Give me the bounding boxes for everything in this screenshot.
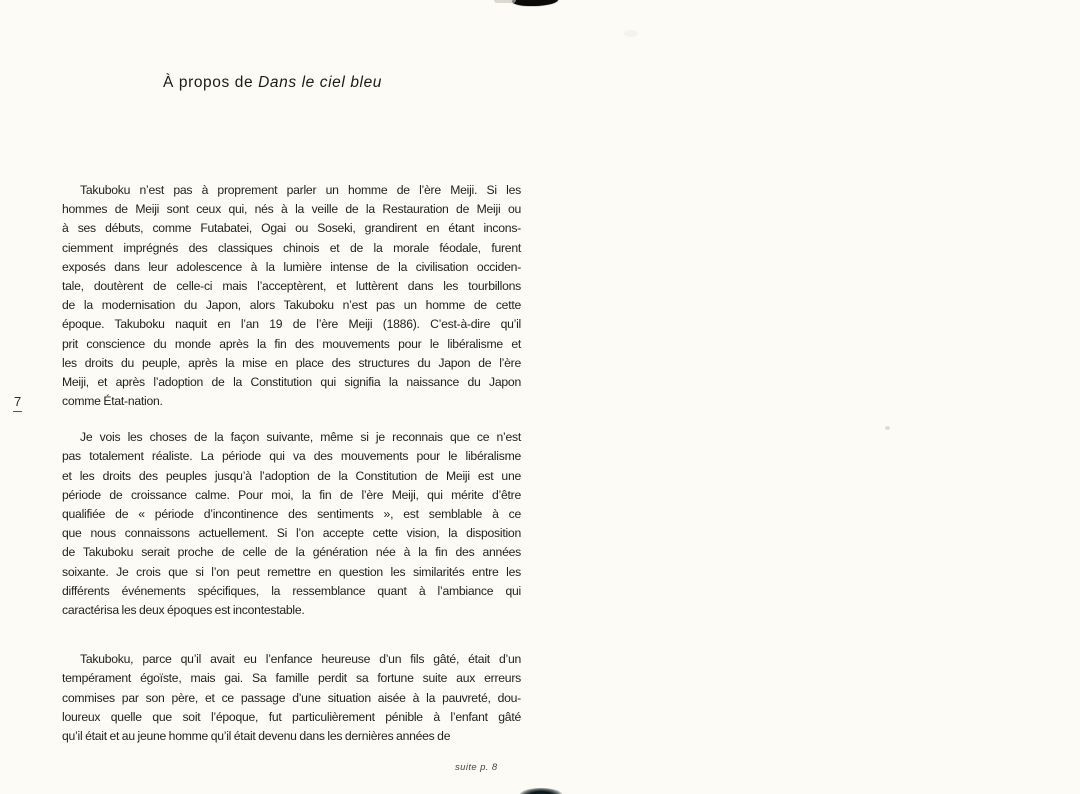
text-line: tale, doutèrent de celle-ci mais l’acceptèrent, et luttèrent dans les tourbillons xyxy=(62,278,521,293)
paragraph xyxy=(62,650,521,746)
text-line: pas totalement réaliste. La période qui va des mouvements pour le libéralisme xyxy=(62,449,521,464)
text-line: Je vois les choses de la façon suivante, même si je reconnais que ce n’est xyxy=(80,430,521,445)
scan-speck xyxy=(885,426,890,430)
text-line: que nous connaissons actuellement. Si l’on accepte cette vision, la disposition xyxy=(62,526,521,541)
text-line: qualifiée de « période d’incontinence des sentiments », est semblable à ce xyxy=(62,507,521,521)
text-line: soixante. Je crois que si l’on peut remettre en question les similarités entre les xyxy=(62,564,521,579)
text-line: caractérisa les deux époques est incontestable. xyxy=(62,602,305,617)
scan-ink-mark-bottom xyxy=(520,788,562,794)
body-text-column xyxy=(62,181,521,746)
scan-ink-smudge-top xyxy=(494,0,516,3)
text-line: Takuboku, parce qu’il avait eu l’enfance heureuse d’un fils gâté, était d’un xyxy=(80,652,521,667)
scan-speck xyxy=(624,30,638,37)
text-line: hommes de Meiji sont ceux qui, nés à la veille de la Restauration de Meiji ou xyxy=(62,202,521,217)
text-line: différents événements spécifiques, la ressemblance quant à l’ambiance qui xyxy=(62,583,521,598)
text-line: période de croissance calme. Pour moi, la fin de l’ère Meiji, qui mérite d’être xyxy=(62,487,521,502)
text-line: et les droits des peuples jusqu’à l’adoption de la Constitution de Meiji est une xyxy=(62,468,521,483)
text-line: les droits du peuple, après la mise en place des structures du Japon de l’ère xyxy=(62,355,521,370)
text-line: tempérament égoïste, mais gai. Sa famille perdit sa fortune suite aux erreurs xyxy=(62,671,521,686)
continuation-note: suite p. 8 xyxy=(455,762,498,773)
page-number-value: 7 xyxy=(13,394,22,412)
page-title xyxy=(163,72,382,94)
text-line: exposés dans leur adolescence à la lumière intense de la civilisation occiden- xyxy=(62,259,521,274)
scan-ink-mark-top xyxy=(512,0,558,7)
book-title: Dans le ciel bleu xyxy=(258,74,383,91)
text-line: ciemment imprégnés des classiques chinois et de la morale féodale, furent xyxy=(62,240,521,255)
text-line: de Takuboku serait proche de celle de la génération née à la fin des années xyxy=(62,545,521,560)
text-line: Takuboku n’est pas à proprement parler un homme de l’ère Meiji. Si les xyxy=(80,183,521,197)
title-prefix: À propos de xyxy=(163,74,259,91)
text-line: prit conscience du monde après la fin des mouvements pour le libéralisme et xyxy=(62,336,521,351)
text-line: à ses débuts, comme Futabatei, Ogai ou Soseki, grandirent en étant incons- xyxy=(62,221,521,236)
text-line: de la modernisation du Japon, alors Takuboku n’est pas un homme de cette xyxy=(62,298,521,313)
text-line: époque. Takuboku naquit en l’an 19 de l’ère Meiji (1886). C’est-à-dire qu’il xyxy=(62,317,521,332)
text-line: qu’il était et au jeune homme qu’il était devenu dans les dernières années de xyxy=(62,728,451,743)
paragraph xyxy=(62,181,521,411)
paragraph xyxy=(62,428,521,620)
page-number xyxy=(13,394,22,412)
text-line: loureux quelle que soit l’époque, fut particulièrement pénible à l’enfant gâté xyxy=(62,709,521,724)
text-line: Meiji, et après l’adoption de la Constitution qui signifia la naissance du Japon xyxy=(62,374,521,389)
text-line: commises par son père, et ce passage d’une situation aisée à la pauvreté, dou- xyxy=(62,690,521,705)
text-line: comme État-nation. xyxy=(62,394,163,409)
